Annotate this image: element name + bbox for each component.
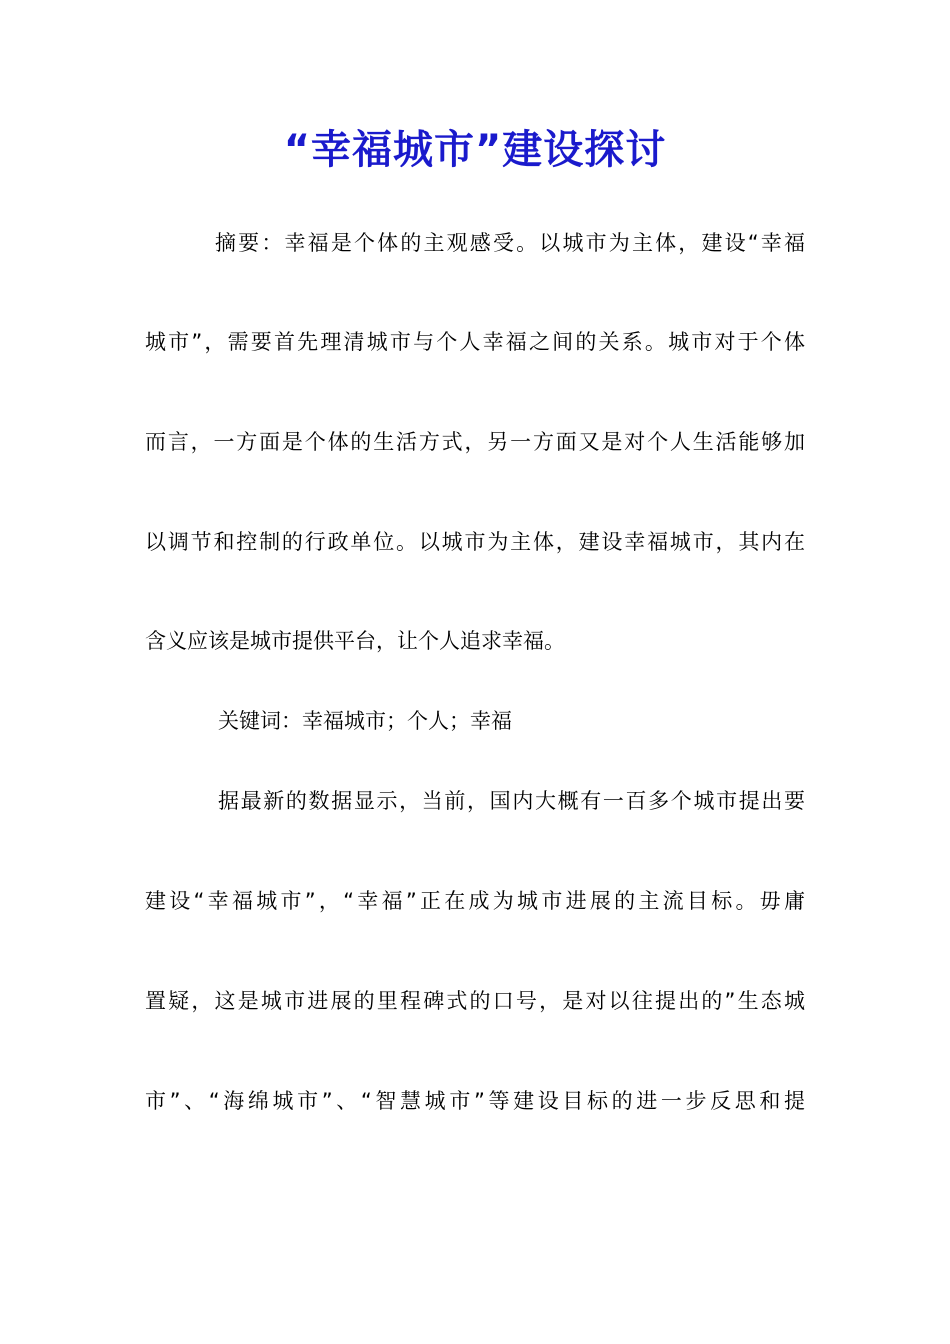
body-line-4: 市”、“海绵城市”、“智慧城市”等建设目标的进一步反思和提 <box>145 1089 805 1113</box>
abstract-line-4: 以调节和控制的行政单位。以城市为主体，建设幸福城市，其内在 <box>145 530 805 554</box>
body-line-3: 置疑，这是城市进展的里程碑式的口号，是对以往提出的”生态城 <box>145 989 805 1013</box>
body-line-2: 建设“幸福城市”，“幸福”正在成为城市进展的主流目标。毋庸 <box>145 889 805 913</box>
document-title: “幸福城市”建设探讨 <box>283 127 667 173</box>
abstract-line-5: 含义应该是城市提供平台，让个人追求幸福。 <box>145 629 565 653</box>
abstract-line-3: 而言，一方面是个体的生活方式，另一方面又是对个人生活能够加 <box>145 430 805 454</box>
body-line-1: 据最新的数据显示，当前，国内大概有一百多个城市提出要 <box>218 789 805 813</box>
abstract-line-1: 摘要：幸福是个体的主观感受。以城市为主体，建设“幸福 <box>215 231 805 255</box>
keywords-line: 关键词：幸福城市；个人；幸福 <box>218 709 512 733</box>
abstract-line-2: 城市”，需要首先理清城市与个人幸福之间的关系。城市对于个体 <box>145 330 805 354</box>
